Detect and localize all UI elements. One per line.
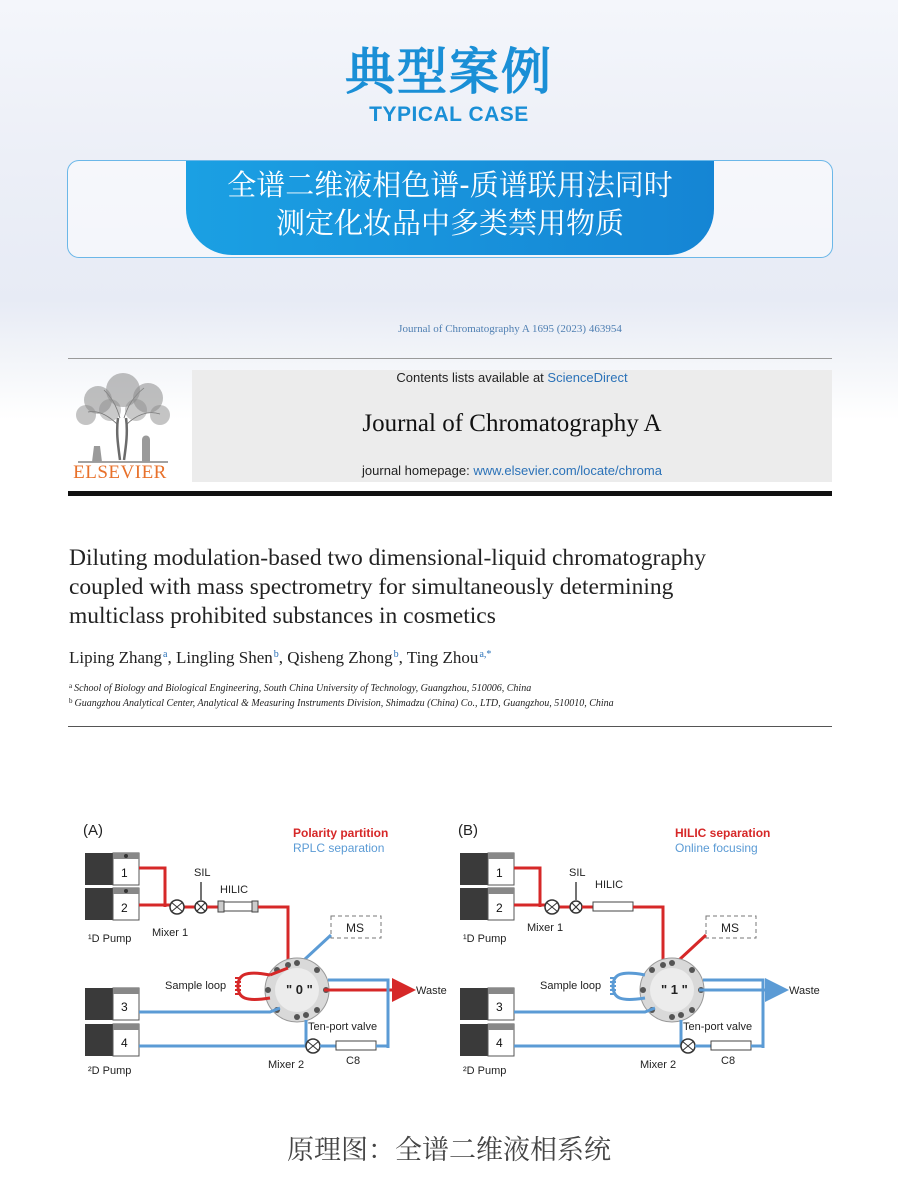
ten-port-valve-b [640,958,704,1022]
valve-state-a: " 0 " [286,982,313,997]
pump-2 [85,888,139,920]
pump-4-number: 4 [121,1036,128,1050]
figure-caption: 原理图：全谱二维液相系统 [287,1135,611,1166]
valve-label-a: Ten-port valve [308,1021,378,1033]
mixer-2-label-b: Mixer 2 [640,1059,677,1071]
paper-title-line: multiclass prohibited substances in cosmetics [69,603,496,629]
pump-2-b [460,888,514,920]
pump-4-b [460,1024,514,1056]
mixer-1-label-b: Mixer 1 [527,922,564,934]
affiliation-rule [68,726,832,727]
page-title-en: TYPICAL CASE [369,103,529,126]
pump-2-b-number: 2 [496,901,503,915]
pump-3-b [460,988,514,1020]
mixer-1-icon [170,900,184,914]
pump-2-number: 2 [121,901,128,915]
author-affil-marker[interactable]: b [393,649,399,660]
mixer-2-label: Mixer 2 [268,1059,305,1071]
elsevier-wordmark: ELSEVIER [73,462,167,483]
pump-1-b-number: 1 [496,866,503,880]
pump-1-number: 1 [121,866,128,880]
ms-label-b: MS [721,921,739,935]
affiliation-marker: b [69,697,73,705]
pump-4-b-number: 4 [496,1036,503,1050]
panel-a-legend-red: Polarity partition [293,826,389,840]
panel-a [83,822,447,1077]
sil-label-b: SIL [569,867,586,879]
author-name[interactable]: Liping Zhang [69,648,163,667]
pump-3 [85,988,139,1020]
c8-label-b: C8 [721,1055,736,1067]
ten-port-valve-a [265,958,329,1022]
sample-loop-label: Sample loop [165,980,227,992]
homepage-prefix: journal homepage: [362,463,474,478]
journal-name: Journal of Chromatography A [362,410,662,437]
panel-a-legend-blue: RPLC separation [293,841,385,855]
pump-3-b-number: 3 [496,1000,503,1014]
contents-line [192,370,832,385]
homepage-link[interactable]: www.elsevier.com/locate/chroma [473,463,662,478]
panel-b [458,822,820,1077]
c8-label-a: C8 [346,1055,361,1067]
author-affil-marker[interactable]: a,* [479,649,492,660]
affiliation-b [69,697,829,709]
affiliation-marker: a [69,682,73,690]
banner-text [186,166,714,242]
author-name[interactable]: Ting Zhou [406,648,479,667]
waste-label-b: Waste [789,985,820,997]
pump-1 [85,853,139,885]
author-name[interactable]: Lingling Shen [175,648,273,667]
pump-2d-label-b: ²D Pump [463,1065,507,1077]
author-separator: , [278,648,288,667]
affiliation-text: School of Biology and Biological Engineering, South China University of Technology, Guangzhou, 510006, China [74,683,532,694]
mixer-1-label: Mixer 1 [152,927,189,939]
panel-b-legend-blue: Online focusing [675,841,758,855]
pump-1d-label-b: ¹D Pump [463,933,507,945]
author-list [69,648,829,668]
pump-2d-label: ²D Pump [88,1065,132,1077]
contents-prefix: Contents lists available at [396,370,548,385]
journal-reference: Journal of Chromatography A 1695 (2023) 463954 [398,323,622,335]
author-name[interactable]: Qisheng Zhong [287,648,393,667]
valve-state-b: " 1 " [661,982,688,997]
author-affil-marker[interactable]: a [163,649,168,660]
hilic-label-b: HILIC [595,879,624,891]
pump-4 [85,1024,139,1056]
paper-title-line: coupled with mass spectrometry for simultaneously determining [69,574,674,600]
panel-b-legend-red: HILIC separation [675,826,771,840]
page-title-cn: 典型案例 [345,43,553,101]
sample-loop-label-b: Sample loop [540,980,602,992]
paper-title [69,544,829,631]
hilic-label: HILIC [220,884,249,896]
header-rule [68,358,832,359]
pump-1d-label: ¹D Pump [88,933,132,945]
sil-label: SIL [194,867,211,879]
author-affil-marker[interactable]: b [273,649,279,660]
affiliation-text: Guangzhou Analytical Center, Analytical & Measuring Instruments Division, Shimadzu (China) Co., LTD, Guangzhou, 510010, China [74,698,614,709]
pump-3-number: 3 [121,1000,128,1014]
ms-label: MS [346,921,364,935]
valve-label-b: Ten-port valve [683,1021,753,1033]
author-separator: , [398,648,407,667]
affiliation-a [69,682,829,694]
banner-line-1: 全谱二维液相色谱-质谱联用法同时 [227,168,673,202]
banner-line-2: 测定化妆品中多类禁用物质 [275,206,624,240]
homepage-line [192,463,832,478]
pump-1-b [460,853,514,885]
panel-b-label: (B) [458,822,478,839]
2d-lc-schematic [70,810,840,1085]
waste-label-a: Waste [416,985,447,997]
panel-a-label: (A) [83,822,103,839]
author-separator: , [167,648,176,667]
header-thick-rule [68,491,832,496]
sciencedirect-link[interactable]: ScienceDirect [547,370,628,385]
paper-title-line: Diluting modulation-based two dimensional-liquid chromatography [69,545,707,571]
